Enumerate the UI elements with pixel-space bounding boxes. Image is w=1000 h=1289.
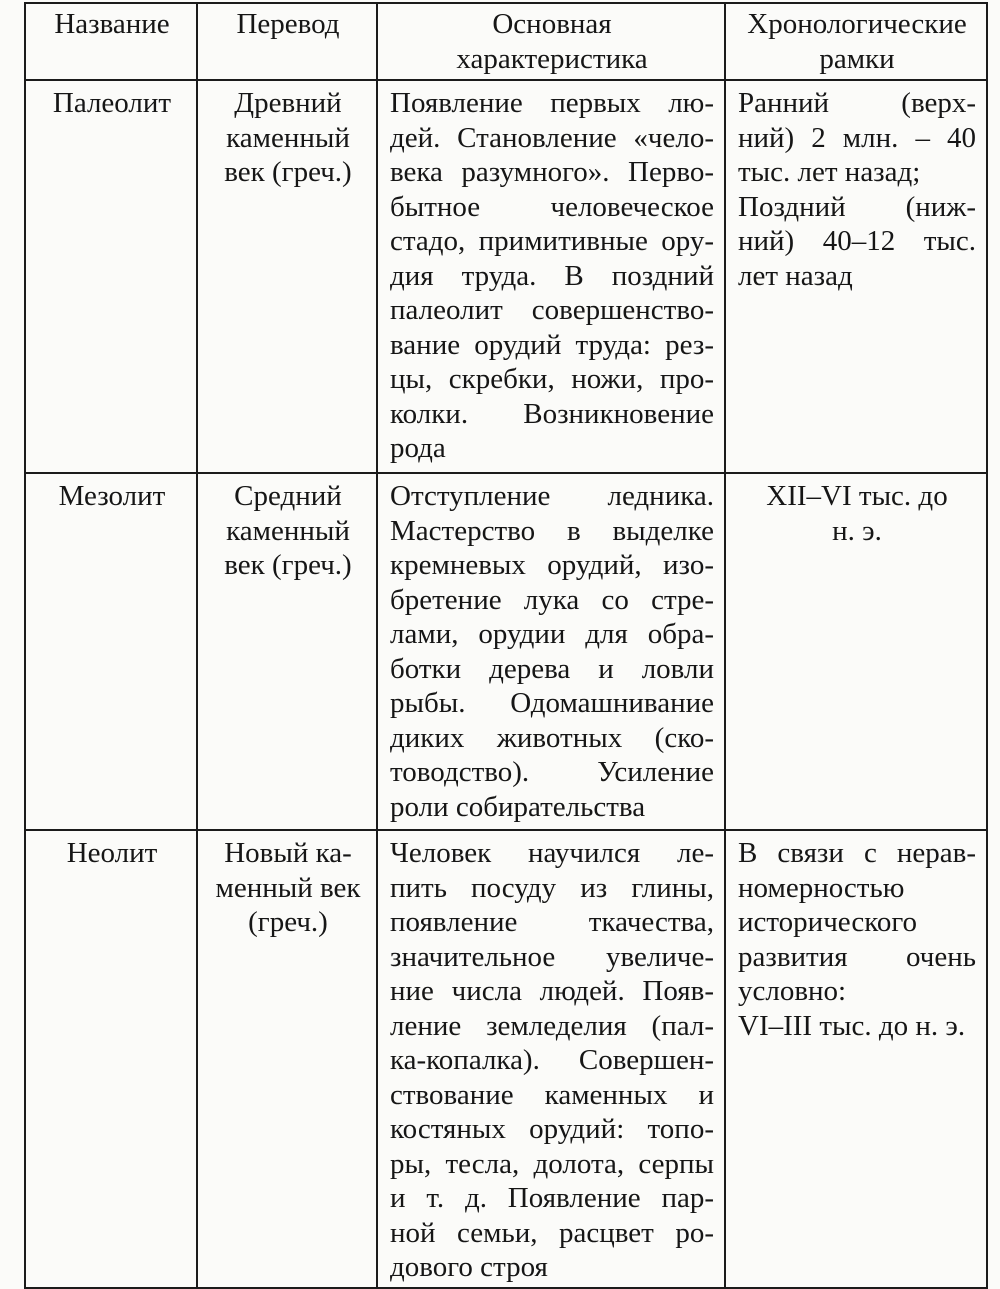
header-characteristic [377,3,725,80]
description-line: кремневых орудий, изо- [390,549,714,581]
table-row [25,80,987,473]
description-line: века разумного». Перво- [390,156,714,188]
chronology-line: тыс. лет назад; [738,156,921,188]
translation-line: Средний [234,480,342,512]
cell-period-name [25,830,197,1288]
description-line: рыбы. Одомашнивание [390,687,714,719]
translation-line: век (греч.) [224,549,352,581]
chronology-line: номерностью [738,871,905,904]
cell-translation [197,473,377,830]
translation-line: Древний [234,87,342,119]
table-row [25,830,987,1288]
description-line: дия труда. В поздний [390,259,714,292]
translation-line: менный век [215,871,361,904]
cell-description [377,80,725,473]
cell-translation [197,830,377,1288]
chronology-line: Ранний (верх- [738,87,976,119]
chronology-line: ний) 2 млн. – 40 [738,121,976,154]
cell-period-name [25,473,197,830]
description-line: ление земледелия (пал- [390,1009,714,1042]
header-chronology-line: Хронологические [747,8,967,40]
description-line: ка-копалка). Совершен- [390,1044,714,1076]
description-line: значительное увеличе- [390,940,714,973]
description-line: костяных орудий: топо- [390,1113,714,1145]
description-line: рода [390,432,446,464]
description-line: Появление первых лю- [390,87,714,119]
header-characteristic-line: Основная [492,8,612,40]
description-line: бретение лука со стре- [390,583,714,616]
cell-description [377,473,725,830]
stone-age-periods-table [24,2,988,1289]
description-line: ботки дерева и ловли [390,652,714,685]
cell-description [377,830,725,1288]
cell-translation [197,80,377,473]
chronology-line: н. э. [832,514,882,547]
header-translation-text: Перевод [236,8,340,40]
cell-chronology [725,473,987,830]
translation-line: век (греч.) [224,156,352,188]
chronology-line: В связи с нерав- [738,837,976,869]
description-line: ствование каменных и [390,1078,714,1111]
description-line: стадо, примитивные ору- [390,225,714,257]
chronology-line: развития очень [738,940,976,973]
cell-period-name [25,80,197,473]
translation-line: Новый ка- [224,837,352,869]
description-line: дового строя [390,1251,548,1283]
description-line: и т. д. Появление пар- [390,1182,714,1214]
header-chronology-line: рамки [819,42,895,75]
chronology-line: Поздний (ниж- [738,190,976,223]
description-line: дей. Становление «чело- [390,121,714,154]
description-line: роли собирательства [390,790,646,823]
table-header-row [25,3,987,80]
description-line: диких животных (ско- [390,721,714,754]
description-line: ние числа людей. Появ- [390,975,714,1007]
description-line: появление ткачества, [390,906,714,938]
chronology-line: условно: [738,975,847,1007]
description-line: вание орудий труда: рез- [390,328,714,361]
cell-chronology [725,830,987,1288]
header-translation [197,3,377,80]
chronology-line: исторического [738,906,918,938]
chronology-line: XII–VI тыс. до [766,480,948,512]
chronology-line: ний) 40–12 тыс. [738,225,976,257]
table-row [25,473,987,830]
header-characteristic-line: характеристика [456,42,648,75]
chronology-line: лет назад [738,259,853,292]
description-line: Мастерство в выделке [390,514,714,547]
description-line: лами, орудии для обра- [390,618,714,650]
description-line: пить посуду из глины, [390,871,714,904]
cell-chronology [725,80,987,473]
header-name [25,3,197,80]
header-name-text: Название [54,8,170,40]
description-line: палеолит совершенство- [390,294,714,326]
description-line: ной семьи, расцвет ро- [390,1216,714,1249]
description-line: Отступление ледника. [390,480,714,512]
header-chronology [725,3,987,80]
period-name: Мезолит [58,480,166,512]
description-line: Человек научился ле- [390,837,714,869]
period-name: Палеолит [52,87,172,119]
chronology-line: VI–III тыс. до н. э. [738,1009,966,1042]
translation-line: каменный [226,121,350,154]
description-line: товодство). Усиление [390,756,714,788]
description-line: колки. Возникновение [390,397,714,430]
translation-line: каменный [226,514,350,547]
translation-line: (греч.) [248,906,328,938]
description-line: ры, тесла, долота, серпы [390,1147,714,1180]
description-line: цы, скребки, ножи, про- [390,363,714,395]
description-line: бытное человеческое [390,190,714,223]
period-name: Неолит [66,837,158,869]
